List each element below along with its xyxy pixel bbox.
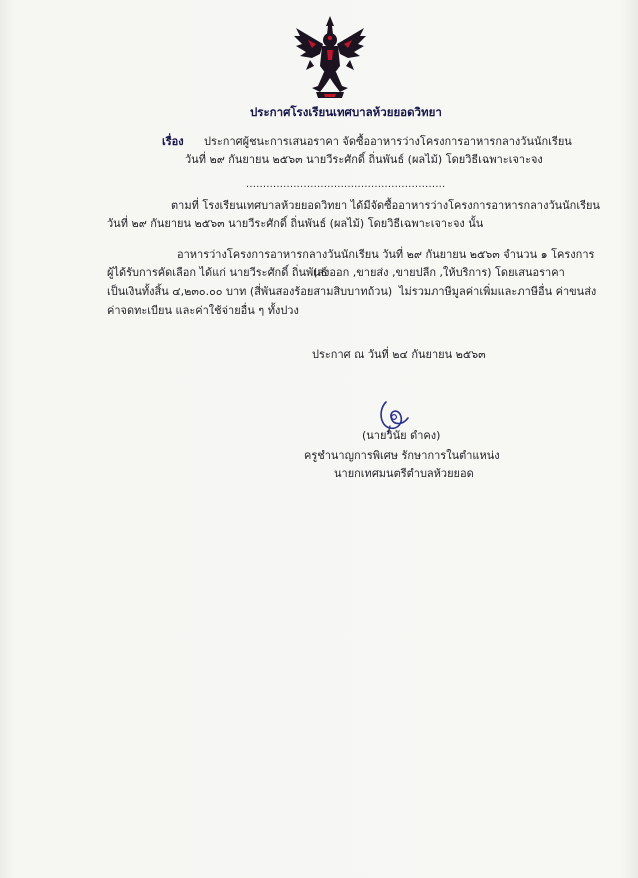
paragraph-line: วันที่ ๒๙ กันยายน ๒๕๖๓ นายวีระศักดิ์ ถิ่นพันธ์ (ผลไม้) โดยวิธีเฉพาะเจาะจง นั้น <box>107 217 484 230</box>
paragraph-line: ตามที่ โรงเรียนเทศบาลห้วยยอดวิทยา ได้มีจัดซื้ออาหารว่างโครงการอาหารกลางวันนักเรียน <box>171 199 600 212</box>
signer-name: (นายวินัย ดำคง) <box>362 429 441 442</box>
paragraph-line: ผู้ได้รับการคัดเลือก ได้แก่ นายวีระศักดิ์ ถิ่นพันธ์ <box>107 266 328 279</box>
page-title: ประกาศโรงเรียนเทศบาลห้วยยอดวิทยา <box>250 105 442 119</box>
dotted-divider: ........................................................... <box>246 179 446 190</box>
garuda-emblem-icon <box>290 14 370 100</box>
signer-position: นายกเทศมนตรีตำบลห้วยยอด <box>334 467 474 480</box>
paragraph-line: เป็นเงินทั้งสิ้น ๔,๒๓๐.๐๐ บาท (สี่พันสองร้อยสามสิบบาทถ้วน) <box>107 285 393 298</box>
subject-line: วันที่ ๒๙ กันยายน ๒๕๖๓ นายวีระศักดิ์ ถิ่นพันธ์ (ผลไม้) โดยวิธีเฉพาะเจาะจง <box>185 153 543 166</box>
paragraph-line: ไม่รวมภาษีมูลค่าเพิ่มและภาษีอื่น ค่าขนส่ง <box>399 285 597 298</box>
subject-line: ประกาศผู้ชนะการเสนอราคา จัดซื้ออาหารว่างโครงการอาหารกลางวันนักเรียน <box>204 135 572 148</box>
announcement-date: ประกาศ ณ วันที่ ๒๔ กันยายน ๒๕๖๓ <box>312 348 486 361</box>
paragraph-line: อาหารว่างโครงการอาหารกลางวันนักเรียน วันที่ ๒๙ กันยายน ๒๕๖๓ จำนวน ๑ โครงการ <box>177 248 595 261</box>
signer-position: ครูชำนาญการพิเศษ รักษาการในตำแหน่ง <box>304 449 500 462</box>
subject-label: เรื่อง <box>162 135 184 148</box>
paragraph-line: (ส่งออก ,ขายส่ง ,ขายปลีก ,ให้บริการ) โดยเสนอราคา <box>313 266 565 279</box>
paragraph-line: ค่าจดทะเบียน และค่าใช้จ่ายอื่น ๆ ทั้งปวง <box>107 304 299 317</box>
